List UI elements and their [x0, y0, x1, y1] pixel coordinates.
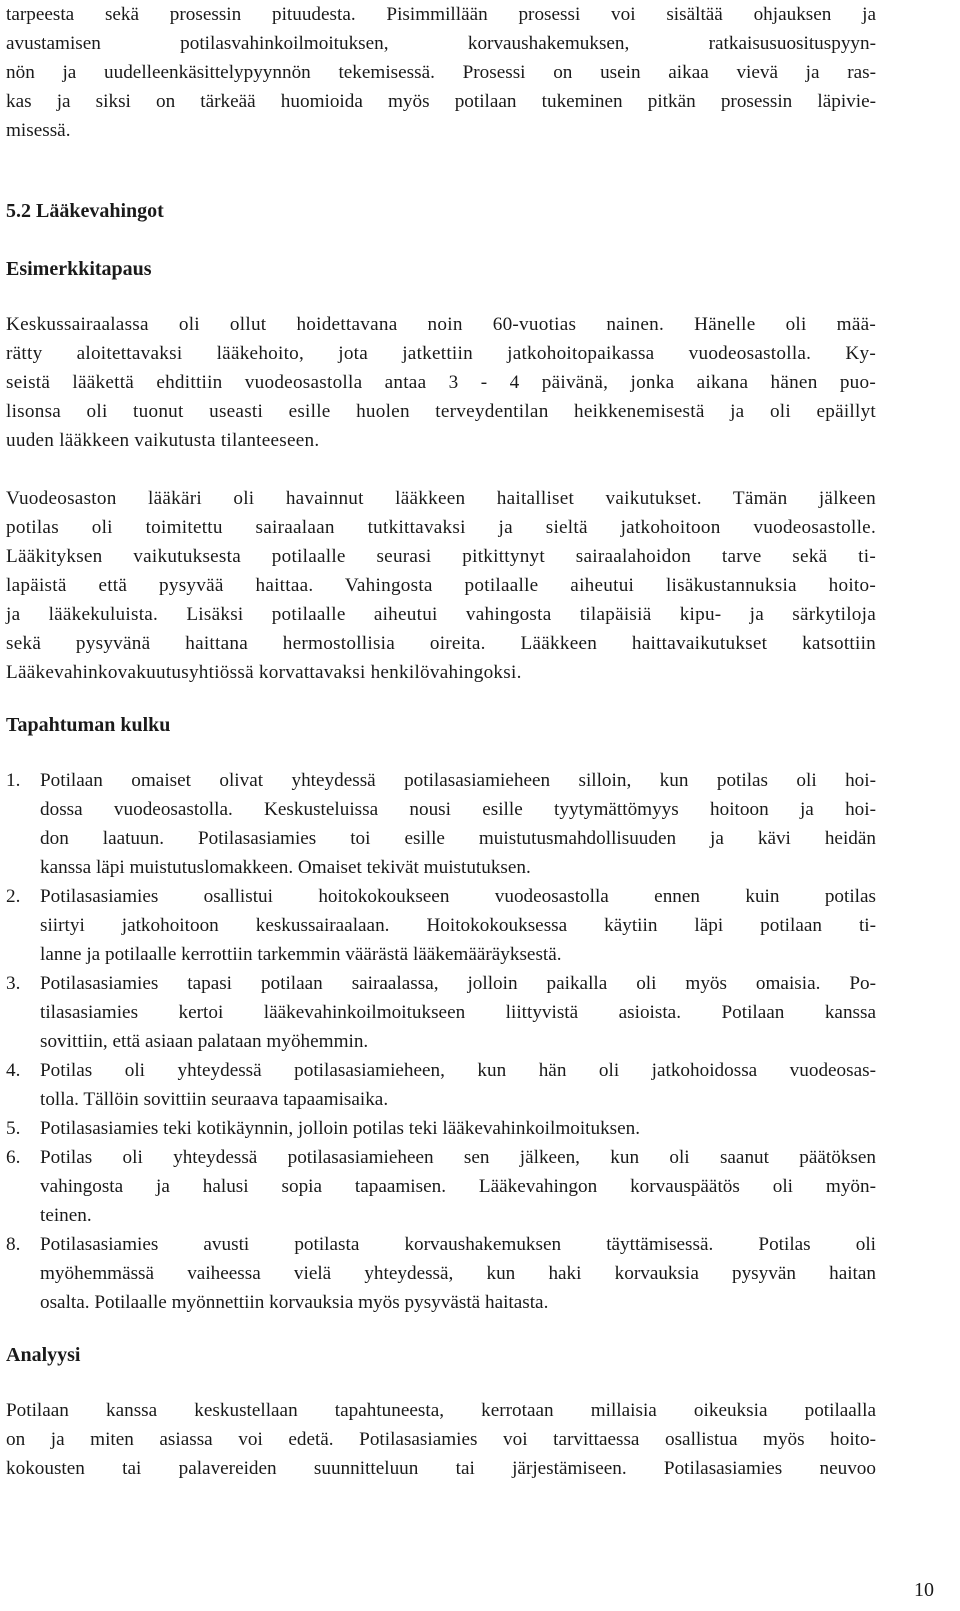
analysis-line: Potilaan kanssa keskustellaan tapahtuneesta, kerrotaan millaisia oikeuksia potilaalla	[6, 1400, 876, 1421]
intro-line: kas ja siksi on tärkeää huomioida myös potilaan tukeminen pitkän prosessin läpivie-	[6, 91, 876, 112]
list-number: 1.	[6, 770, 21, 791]
list-item-line: don laatuun. Potilasasiamies toi esille muistutusmahdollisuuden ja kävi heidän	[40, 828, 876, 849]
paragraph-line: rätty aloitettavaksi lääkehoito, jota jatkettiin jatkohoitopaikassa vuodeosastolla. Ky-	[6, 343, 876, 364]
list-number: 2.	[6, 886, 21, 907]
list-item-line: tolla. Tällöin sovittiin seuraava tapaamisaika.	[40, 1089, 389, 1110]
list-number: 5.	[6, 1118, 21, 1139]
list-item-line: Potilasasiamies avusti potilasta korvaushakemuksen täyttämisessä. Potilas oli	[40, 1234, 876, 1255]
paragraph-line: Vuodeosaston lääkäri oli havainnut lääkkeen haitalliset vaikutukset. Tämän jälkeen	[6, 488, 876, 509]
list-item-line: Potilas oli yhteydessä potilasasiamieheen sen jälkeen, kun oli saanut päätöksen	[40, 1147, 876, 1168]
paragraph-line: ja lääkekuluista. Lisäksi potilaalle aiheutui vahingosta tilapäisiä kipu- ja särkytiloja	[6, 604, 876, 625]
list-item-line: sovittiin, että asiaan palataan myöhemmin.	[40, 1031, 369, 1052]
list-item-line: Potilaan omaiset olivat yhteydessä potilasasiamieheen silloin, kun potilas oli hoi-	[40, 770, 876, 791]
paragraph-line: potilas oli toimitettu sairaalaan tutkittavaksi ja sieltä jatkohoitoon vuodeosastolle.	[6, 517, 876, 538]
section-title: 5.2 Lääkevahingot	[6, 200, 164, 222]
analysis-line: on ja miten asiassa voi edetä. Potilasasiamies voi tarvittaessa osallistua myös hoito-	[6, 1429, 876, 1450]
list-item-line: kanssa läpi muistutuslomakkeen. Omaiset tekivät muistutuksen.	[40, 857, 531, 878]
paragraph-line: Keskussairaalassa oli ollut hoidettavana noin 60-vuotias nainen. Hänelle oli mää-	[6, 314, 876, 335]
paragraph-line: lapäistä että pysyvää haittaa. Vahingosta potilaalle aiheutui lisäkustannuksia hoito-	[6, 575, 876, 596]
list-number: 3.	[6, 973, 21, 994]
list-item-line: dossa vuodeosastolla. Keskusteluissa nousi esille tyytymättömyys hoitoon ja hoi-	[40, 799, 876, 820]
paragraph-line: Lääkityksen vaikutuksesta potilaalle seurasi pitkittynyt sairaalahoidon tarve sekä ti-	[6, 546, 876, 567]
list-item-line: Potilasasiamies osallistui hoitokokoukseen vuodeosastolla ennen kuin potilas	[40, 886, 876, 907]
paragraph-line: lisonsa oli tuonut useasti esille huolen terveydentilan heikkenemisestä ja oli epäillyt	[6, 401, 876, 422]
example-heading: Esimerkkitapaus	[6, 258, 152, 280]
page-number: 10	[914, 1579, 934, 1601]
list-item-line: vahingosta ja halusi sopia tapaamisen. Lääkevahingon korvauspäätös oli myön-	[40, 1176, 876, 1197]
analysis-heading: Analyysi	[6, 1344, 81, 1366]
list-number: 4.	[6, 1060, 21, 1081]
intro-line: misessä.	[6, 120, 71, 141]
intro-line: tarpeesta sekä prosessin pituudesta. Pisimmillään prosessi voi sisältää ohjauksen ja	[6, 4, 876, 25]
paragraph-line: sekä pysyvänä haittana hermostollisia oireita. Lääkkeen haittavaikutukset katsottiin	[6, 633, 876, 654]
list-item-line: lanne ja potilaalle kerrottiin tarkemmin väärästä lääkemääräyksestä.	[40, 944, 562, 965]
events-heading: Tapahtuman kulku	[6, 714, 171, 736]
paragraph-line: Lääkevahinkovakuutusyhtiössä korvattavaksi henkilövahingoksi.	[6, 662, 522, 683]
list-item-line: teinen.	[40, 1205, 92, 1226]
list-item-line: siirtyi jatkohoitoon keskussairaalaan. Hoitokokouksessa käytiin läpi potilaan ti-	[40, 915, 876, 936]
list-item-line: osalta. Potilaalle myönnettiin korvauksia myös pysyvästä haitasta.	[40, 1292, 549, 1313]
paragraph-line: seistä lääkettä ehdittiin vuodeosastolla antaa 3 - 4 päivänä, jonka aikana hänen puo-	[6, 372, 876, 393]
intro-line: avustamisen potilasvahinkoilmoituksen, korvaushakemuksen, ratkaisusuosituspyyn-	[6, 33, 876, 54]
paragraph-line: uuden lääkkeen vaikutusta tilanteeseen.	[6, 430, 320, 451]
intro-line: nön ja uudelleenkäsittelypyynnön tekemisessä. Prosessi on usein aikaa vievä ja ras-	[6, 62, 876, 83]
list-number: 6.	[6, 1147, 21, 1168]
analysis-line: kokousten tai palavereiden suunnitteluun tai järjestämiseen. Potilasasiamies neuvoo	[6, 1458, 876, 1479]
list-item-line: Potilasasiamies tapasi potilaan sairaalassa, jolloin paikalla oli myös omaisia. Po-	[40, 973, 876, 994]
list-item-line: myöhemmässä vaiheessa vielä yhteydessä, kun haki korvauksia pysyvän haitan	[40, 1263, 876, 1284]
list-item-line: Potilas oli yhteydessä potilasasiamieheen, kun hän oli jatkohoidossa vuodeosas-	[40, 1060, 876, 1081]
list-item-line: tilasasiamies kertoi lääkevahinkoilmoitukseen liittyvistä asioista. Potilaan kanssa	[40, 1002, 876, 1023]
list-item-line: Potilasasiamies teki kotikäynnin, jolloin potilas teki lääkevahinkoilmoituksen.	[40, 1118, 641, 1139]
list-number: 8.	[6, 1234, 21, 1255]
